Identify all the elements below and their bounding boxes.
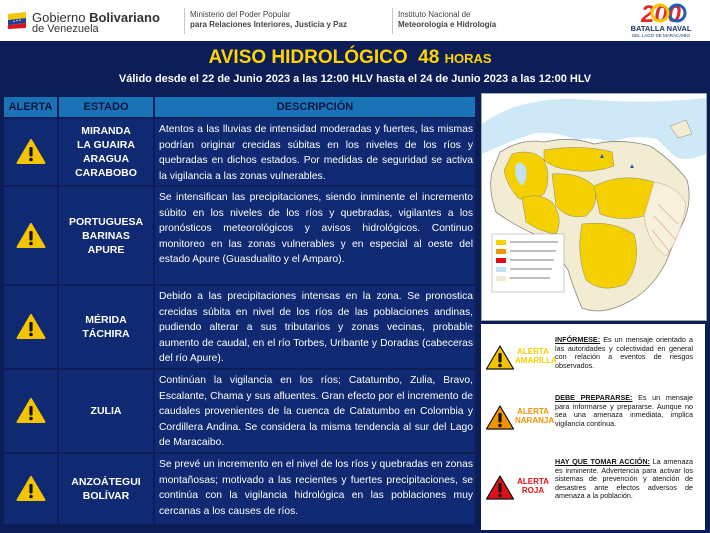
description-text: Se prevé un incremento en el nivel de los ríos y quebradas en zonas montañosas; motivado a las recientes y fuertes precipitaciones, se continúa con la vigilancia hidrológica en las poblaciones muy cercanas a los causes de ríos. bbox=[159, 459, 473, 517]
description-text: Se intensifican las precipitaciones, siendo inminente el incremento súbito en los niveles de los ríos y quebradas, vigilantes a los pronósticos meteorológicos y avisos hidrológicos. Continuo monitoreo en las zonas vulnerables y en especial al oeste del estado Apure (Guasdualito y el Amparo). bbox=[159, 192, 473, 265]
gov-title-line1: Gobierno Bolivariano bbox=[32, 10, 160, 25]
description-cell bbox=[155, 187, 475, 284]
legend-tag: ALERTA NARANJA bbox=[515, 407, 555, 425]
state-names: MIRANDA LA GUAIRA ARAGUA CARABOBO bbox=[75, 125, 137, 179]
validity-period: Válido desde el 22 de Junio 2023 a las 12:00 HLV hasta el 24 de Junio 2023 a las 12:00 HLV bbox=[118, 73, 592, 85]
table-row bbox=[4, 187, 475, 284]
legend-item-orange bbox=[485, 394, 701, 444]
bicentennial-logo-icon bbox=[618, 2, 704, 24]
alert-cell bbox=[4, 286, 57, 368]
institute-name: Instituto Nacional de Meteorología e Hidrología bbox=[398, 10, 497, 29]
column-header-alert: ALERTA bbox=[4, 97, 57, 117]
top-header bbox=[0, 0, 710, 41]
table-row bbox=[4, 370, 475, 452]
legend-item-red bbox=[485, 458, 701, 522]
warning-triangle-icon bbox=[16, 138, 46, 165]
description-text: Continúan la vigilancia en los ríos; Catatumbo, Zulia, Bravo, Escalante, Chama y sus afluentes. Gran efecto por el incremento de caudales provenientes de la cuenca de Catatumbo en Colombia y Cordillera Andina. Se considera la misma tendencia al sur del Lago de Maracaibo. bbox=[159, 375, 473, 448]
alert-legend bbox=[481, 324, 705, 530]
alert-cell bbox=[4, 187, 57, 284]
logo-subtext: DEL LAGO DE MARACAIBO bbox=[631, 33, 691, 38]
column-header-description: DESCRIPCIÓN bbox=[155, 97, 475, 117]
table-row bbox=[4, 286, 475, 368]
state-cell bbox=[59, 187, 153, 284]
svg-text:200: 200 bbox=[640, 2, 682, 24]
table-row bbox=[4, 119, 475, 185]
state-cell bbox=[59, 454, 153, 524]
state-cell bbox=[59, 286, 153, 368]
warning-triangle-icon bbox=[485, 404, 515, 431]
description-cell bbox=[155, 454, 475, 524]
government-logo bbox=[6, 4, 176, 36]
state-names: ANZOÁTEGUI BOLÍVAR bbox=[71, 476, 141, 502]
warning-triangle-icon bbox=[485, 474, 515, 501]
legend-description: INFÓRMESE: Es un mensaje orientado a las autoridades y colectividad en general con relación a eventos de riesgos observados. bbox=[555, 335, 693, 370]
batalla-naval-logo bbox=[618, 2, 704, 40]
description-cell bbox=[155, 286, 475, 368]
state-cell bbox=[59, 370, 153, 452]
description-text: Debido a las precipitaciones intensas en la zona. Se pronostica crecidas súbita en nivel de los ríos de las poblaciones andinas, pudiendo alterar a sus tributarios y zonas vecinas, probable aumento de caudal, en el río Torbes, Uribante y Doradas (cabeceras del río Apure). bbox=[159, 291, 473, 364]
header-divider bbox=[392, 8, 393, 34]
logo-text: BATALLA NAVAL bbox=[630, 24, 692, 33]
state-names: MÉRIDA TÁCHIRA bbox=[82, 314, 130, 340]
warning-triangle-icon bbox=[16, 313, 46, 340]
warning-triangle-icon bbox=[16, 222, 46, 249]
map-graphic bbox=[482, 94, 706, 320]
header-divider bbox=[184, 8, 185, 34]
legend-description: HAY QUE TOMAR ACCIÓN: La amenaza es inminente. Advertencia para activar los sistemas de prevención y atención de desastres ante efectos adversos de amenaza a la población. bbox=[555, 457, 693, 501]
column-header-state: ESTADO bbox=[59, 97, 153, 117]
legend-description: DEBE PREPARARSE: Es un mensaje para informarse y prepararse. Aunque no sea una amenaza inmediata, implica vigilancia contínua. bbox=[555, 393, 694, 428]
state-names: PORTUGUESA BARINAS APURE bbox=[68, 215, 144, 256]
description-cell bbox=[155, 370, 475, 452]
alert-cell bbox=[4, 370, 57, 452]
table-row bbox=[4, 454, 475, 524]
state-names: ZULIA bbox=[90, 405, 122, 417]
page-title: AVISO HIDROLÓGICO 48 HORAS bbox=[208, 47, 492, 68]
venezuela-flag-icon bbox=[6, 10, 28, 30]
legend-item-yellow bbox=[485, 332, 701, 382]
state-cell bbox=[59, 119, 153, 185]
legend-tag: ALERTA AMARILLA bbox=[515, 347, 557, 365]
legend-tag: ALERTA ROJA bbox=[517, 477, 549, 495]
description-cell bbox=[155, 119, 475, 185]
description-text: Atentos a las lluvias de intensidad moderadas y fuertes, las mismas podrían originar crecidas súbitas en los niveles de los ríos y quebradas en dichos estados. Por medidas de seguridad se activa la vigilancia a las zonas vulnerables. bbox=[159, 124, 473, 182]
venezuela-map bbox=[481, 93, 707, 321]
alert-cell bbox=[4, 454, 57, 524]
warning-triangle-icon bbox=[16, 397, 46, 424]
ministry-name: Ministerio del Poder Popular para Relaciones Interiores, Justicia y Paz bbox=[190, 10, 347, 29]
alert-cell bbox=[4, 119, 57, 185]
warning-triangle-icon bbox=[16, 475, 46, 502]
warning-triangle-icon bbox=[485, 344, 515, 371]
gov-title-line2: de Venezuela bbox=[32, 23, 99, 35]
